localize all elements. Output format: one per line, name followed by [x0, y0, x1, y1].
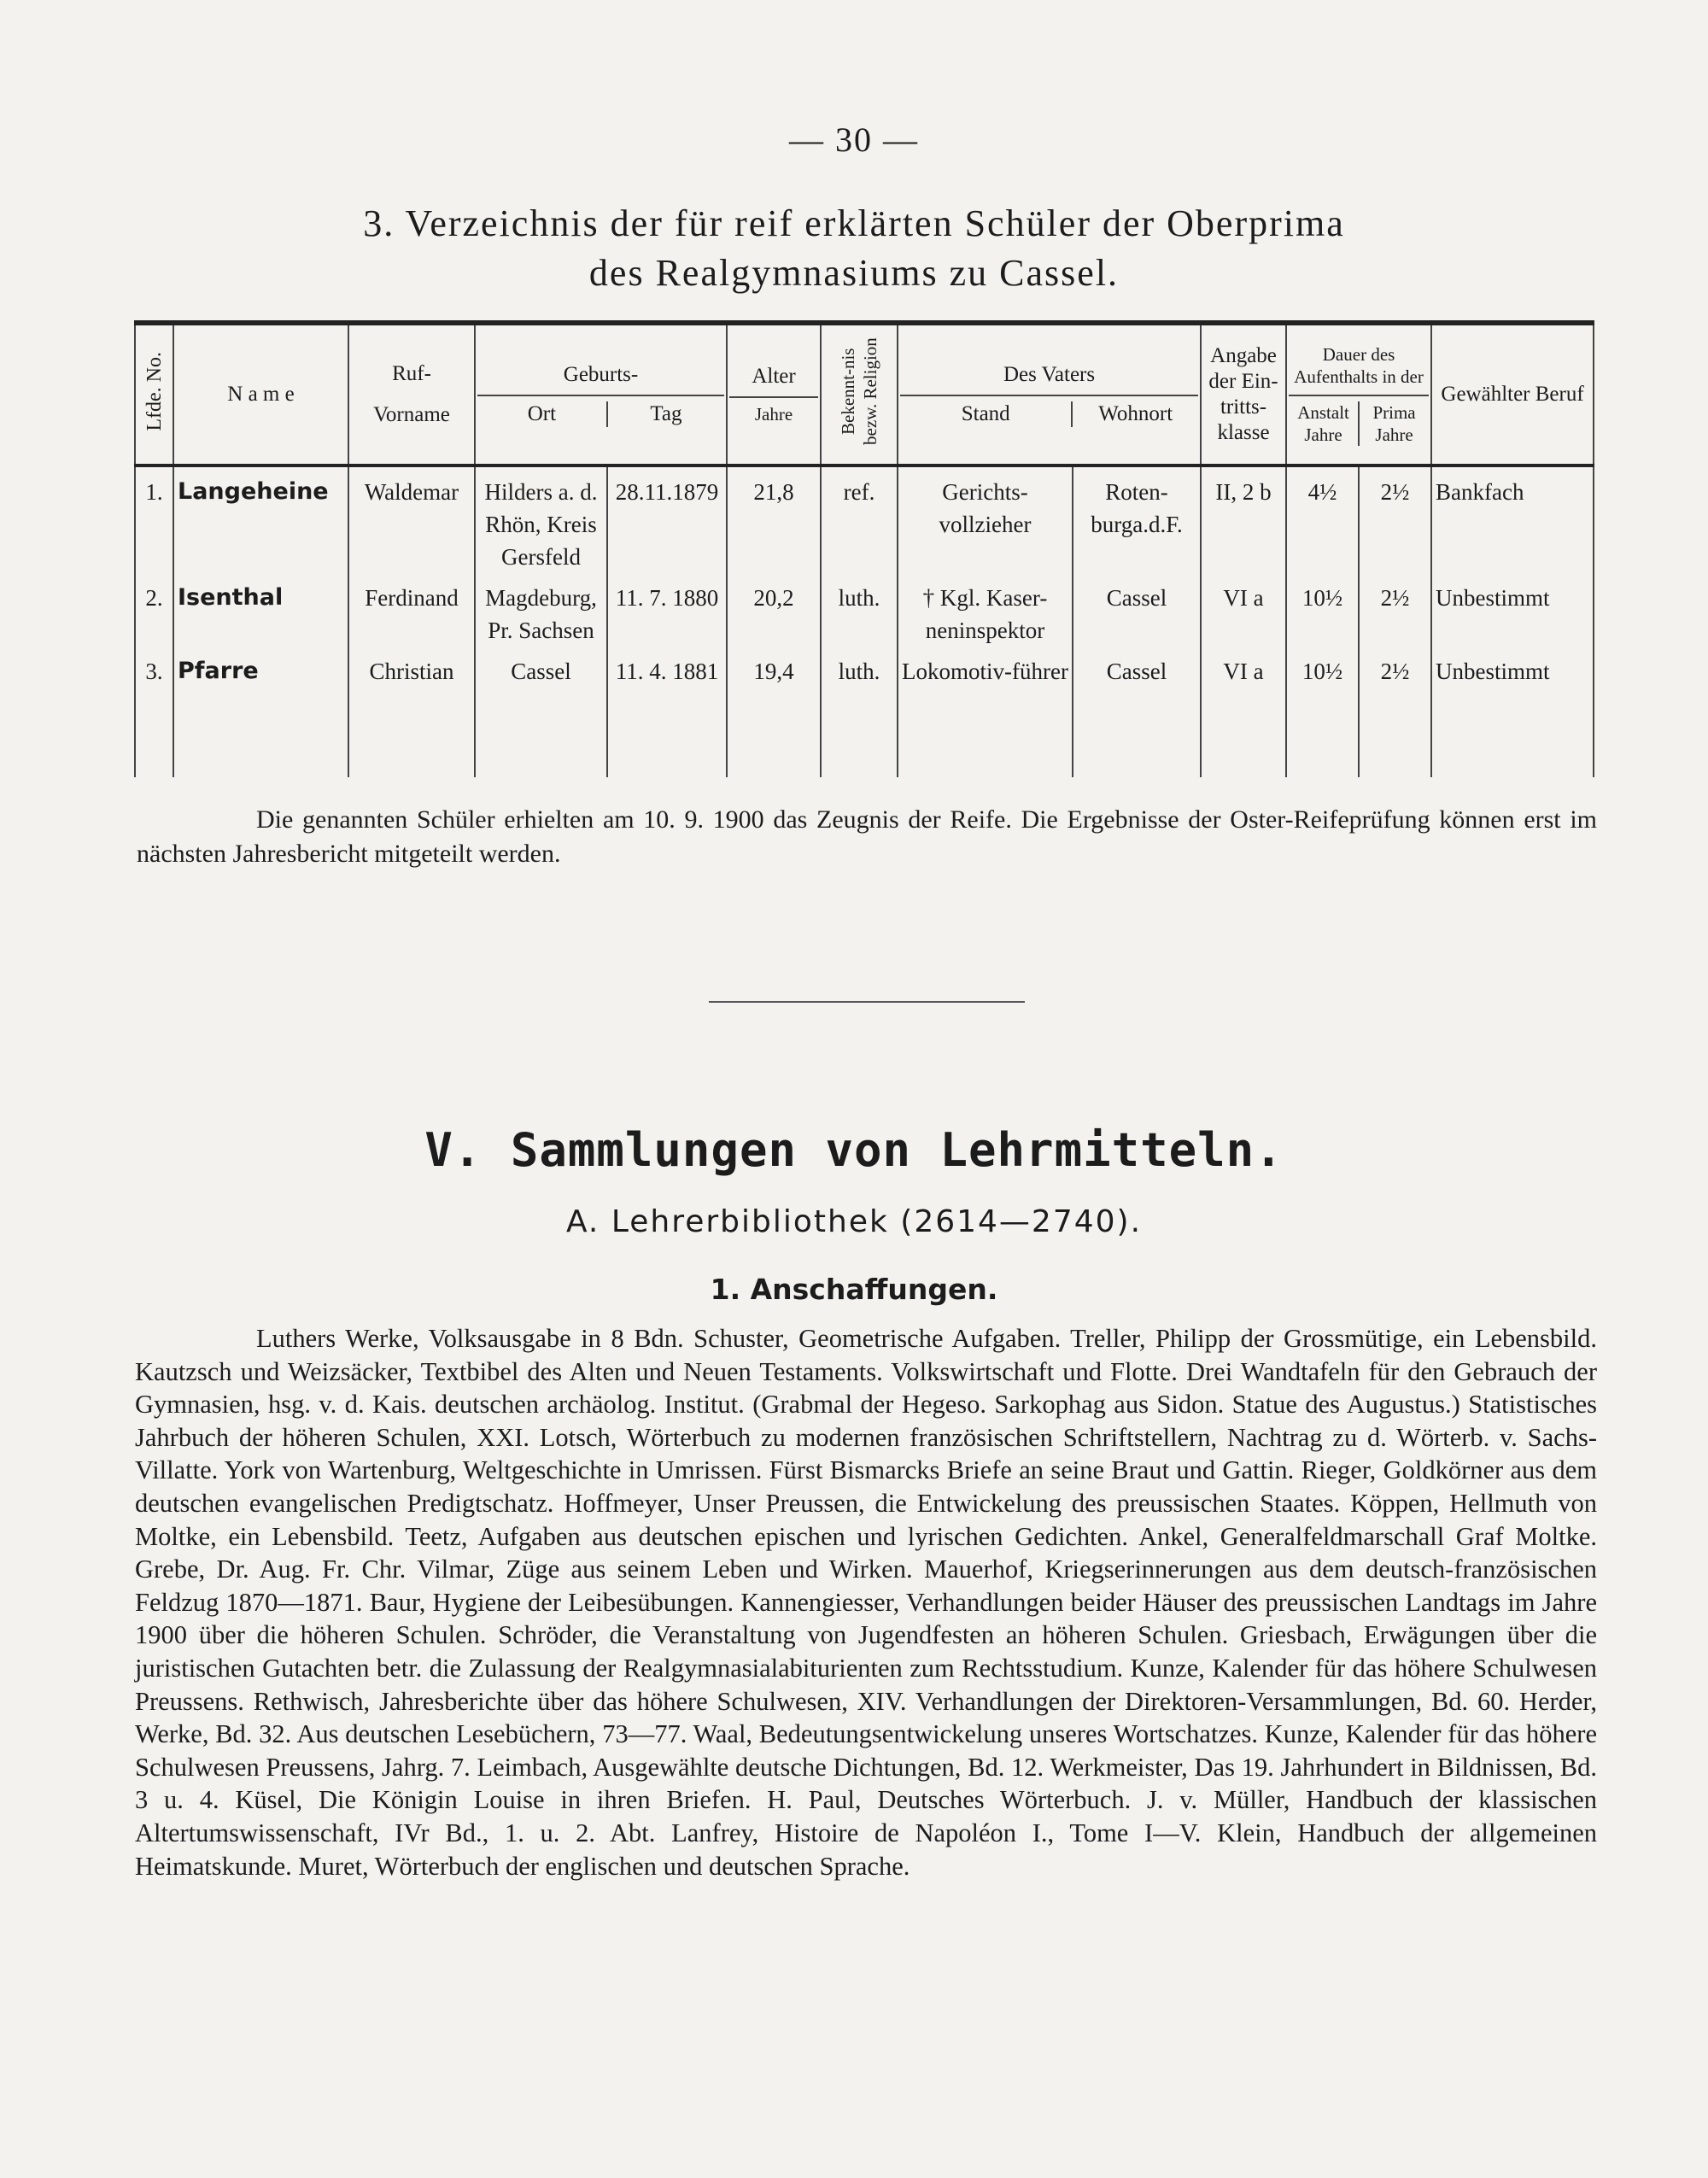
cell-stand: † Kgl. Kaser-neninspektor	[898, 573, 1073, 647]
header-religion: Bekennt-nis bezw. Religion	[821, 323, 898, 465]
section-subtitle: A. Lehrerbibliothek (2614—2740).	[565, 1204, 1143, 1239]
header-nr: Lfde. No.	[135, 323, 173, 465]
header-vater: Des Vaters Stand Wohnort	[898, 323, 1201, 465]
cell-beruf: Unbestimmt	[1431, 647, 1594, 688]
cell-religion: luth.	[821, 573, 898, 647]
acquisitions-paragraph: Luthers Werke, Volksausgabe in 8 Bdn. Schuster, Geometrische Aufgaben. Treller, Philipp der Grossmütige, ein Lebensbild. Kautzsch und Weizsäcker, Textbibel des Alten und Neuen Testaments. Volkswirtschaft und Flotte. Drei Wandtafeln für den Gebrauch der Gymnasien, hsg. v. d. Kais. deutschen archäolog. Institut. (Grabmal der Hegeso. Sarkophag aus Sidon. Statue des Augustus.) Statistisches Jahrbuch der höheren Schulen, XXI. Lotsch, Wörterbuch zu modernen französischen Schriftstellern, Nachtrag zu d. Wörterb. v. Sachs-Villatte. York von Wartenburg, Weltgeschichte in Umrissen. Fürst Bismarcks Briefe an seine Braut und Gattin. Rieger, Goldkörner aus dem deutschen evangelischen Predigtschatz. Hoffmeyer, Unser Preussen, die Entwickelung des preussischen Staates. Köppen, Hellmuth von Moltke, ein Lebensbild. Teetz, Aufgaben aus deutschen epischen und lyrischen Gedichten. Ankel, Generalfeldmarschall Graf Moltke. Grebe, Dr. Aug. Fr. Chr. Vilmar, Züge aus seinem Leben und Wirken. Mauerhof, Kriegserinnerungen aus dem deutsch-französischen Feldzug 1870—1871. Baur, Hygiene der Leibesübungen. Kannengiesser, Verhandlungen beider Häuser des preussischen Landtags im Jahre 1900 über die höheren Schulen. Schröder, die Veranstaltung von Jugendfesten an höheren Schulen. Griesbach, Erwägungen über die juristischen Gutachten betr. die Zulassung der Realgymnasialabiturienten zum Rechtsstudium. Kunze, Kalender für das höhere Schulwesen Preussens. Rethwisch, Jahresberichte über das höhere Schulwesen, XIV. Verhandlungen der Direktoren-Versammlungen, Bd. 60. Herder, Werke, Bd. 32. Aus deutschen Lesebüchern, 73—77. Waal, Bedeutungsentwickelung unseres Wortschatzes. Kunze, Kalender für das höhere Schulwesen Preussens, Jahrg. 7. Leimbach, Ausgewählte deutsche Dichtungen, Bd. 12. Werkmeister, Das 19. Jahrhundert in Bildnissen, Bd. 3 u. 4. Küsel, Die Königin Louise in ihren Briefen. H. Paul, Deutsches Wörterbuch. J. v. Müller, Handbuch der klassischen Altertumswissenschaft, IVr Bd., 1. u. 2. Abt. Lanfrey, Histoire de Napoléon I., Tome I—V. Klein, Handbuch der allgemeinen Heimatskunde. Muret, Wörterbuch der englischen und deutschen Sprache.	[135, 1324, 1597, 1881]
cell-alter: 19,4	[727, 647, 821, 688]
cell-vorname: Waldemar	[348, 465, 475, 573]
graduates-table	[134, 320, 1593, 786]
page-heading-line-2: des Realgymnasiums zu Cassel.	[588, 252, 1120, 294]
cell-tag: 11. 4. 1881	[607, 647, 727, 688]
cell-name: Pfarre	[173, 647, 348, 688]
header-alter: Alter Jahre	[727, 323, 821, 465]
cell-vorname: Ferdinand	[348, 573, 475, 647]
cell-alter: 21,8	[727, 465, 821, 573]
cell-tag: 11. 7. 1880	[607, 573, 727, 647]
cell-nr: 3.	[135, 647, 173, 688]
header-dauer: Dauer des Aufenthalts in der Anstalt Jahre Prima Jahre	[1286, 323, 1431, 465]
cell-wohnort: Roten-burga.d.F.	[1073, 465, 1201, 573]
section-title: V. Sammlungen von Lehrmitteln.	[424, 1123, 1284, 1177]
header-name: N a m e	[173, 323, 348, 465]
cell-tag: 28.11.1879	[607, 465, 727, 573]
table-filler-row	[135, 688, 1594, 777]
cell-stand: Lokomotiv-führer	[898, 647, 1073, 688]
cell-name: Isenthal	[173, 573, 348, 647]
cell-anstalt: 10½	[1286, 647, 1359, 688]
cell-stand: Gerichts-vollzieher	[898, 465, 1073, 573]
cell-beruf: Bankfach	[1431, 465, 1594, 573]
cell-anstalt: 4½	[1286, 465, 1359, 573]
cell-wohnort: Cassel	[1073, 573, 1201, 647]
cell-name: Langeheine	[173, 465, 348, 573]
cell-ort: Hilders a. d. Rhön, Kreis Gersfeld	[475, 465, 607, 573]
cell-nr: 2.	[135, 573, 173, 647]
cell-prima: 2½	[1359, 647, 1431, 688]
cell-klasse: VI a	[1201, 647, 1286, 688]
page-number: — 30 —	[789, 120, 919, 159]
table-row	[135, 647, 1594, 688]
section-subsubtitle: 1. Anschaffungen.	[710, 1273, 998, 1306]
cell-wohnort: Cassel	[1073, 647, 1201, 688]
table-note: Die genannten Schüler erhielten am 10. 9. 1900 das Zeugnis der Reife. Die Ergebnisse der Oster-Reifeprüfung können erst im nächsten Jahresbericht mitgeteilt werden.	[137, 805, 1597, 868]
header-vorname: Ruf- Vorname	[348, 323, 475, 465]
cell-alter: 20,2	[727, 573, 821, 647]
cell-religion: luth.	[821, 647, 898, 688]
cell-religion: ref.	[821, 465, 898, 573]
roster-table	[134, 320, 1594, 777]
cell-prima: 2½	[1359, 573, 1431, 647]
divider-rule	[709, 1001, 1025, 1003]
table-row	[135, 465, 1594, 573]
cell-klasse: VI a	[1201, 573, 1286, 647]
page-heading-line-1: 3. Verzeichnis der für reif erklärten Schüler der Oberprima	[363, 202, 1345, 244]
cell-ort: Cassel	[475, 647, 607, 688]
cell-anstalt: 10½	[1286, 573, 1359, 647]
header-eintrittsklasse: Angabe der Ein-tritts-klasse	[1201, 323, 1286, 465]
cell-klasse: II, 2 b	[1201, 465, 1286, 573]
table-header-row	[135, 323, 1594, 465]
cell-vorname: Christian	[348, 647, 475, 688]
cell-nr: 1.	[135, 465, 173, 573]
header-geburts: Geburts- Ort Tag	[475, 323, 727, 465]
table-row	[135, 573, 1594, 647]
cell-beruf: Unbestimmt	[1431, 573, 1594, 647]
header-beruf: Gewählter Beruf	[1431, 323, 1594, 465]
cell-ort: Magdeburg, Pr. Sachsen	[475, 573, 607, 647]
cell-prima: 2½	[1359, 465, 1431, 573]
